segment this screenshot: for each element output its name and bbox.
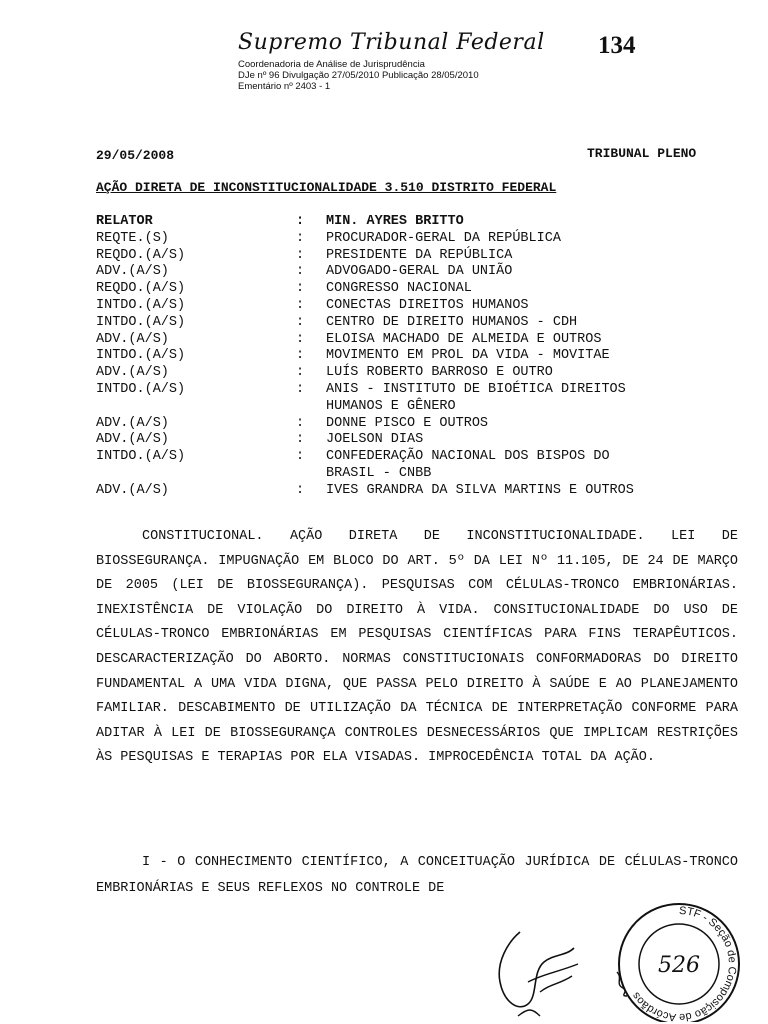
party-name: ADVOGADO-GERAL DA UNIÃO <box>326 264 513 280</box>
party-row <box>96 281 736 298</box>
court-name: Supremo Tribunal Federal <box>238 30 545 55</box>
header-line-coordenadoria: Coordenadoria de Análise de Jurisprudência <box>238 59 425 70</box>
party-role: INTDO.(A/S) <box>96 314 186 330</box>
seal-stamp <box>612 900 746 1022</box>
party-colon: : <box>296 264 305 280</box>
page-number: 134 <box>598 32 636 59</box>
party-colon: : <box>296 331 305 347</box>
party-row <box>96 449 736 483</box>
party-role: ADV.(A/S) <box>96 482 169 498</box>
party-name: DONNE PISCO E OUTROS <box>326 415 489 431</box>
party-row <box>96 382 736 416</box>
party-colon: : <box>296 415 305 431</box>
party-colon: : <box>296 281 305 297</box>
parties-list <box>96 214 736 500</box>
party-colon: : <box>296 214 305 229</box>
party-role: INTDO.(A/S) <box>96 449 186 465</box>
party-role: INTDO.(A/S) <box>96 381 186 397</box>
case-title: AÇÃO DIRETA DE INCONSTITUCIONALIDADE 3.510 DISTRITO FEDERAL <box>96 180 557 195</box>
party-colon: : <box>296 381 305 397</box>
party-colon: : <box>296 365 305 381</box>
party-row <box>96 214 736 231</box>
party-name: ANIS - INSTITUTO DE BIOÉTICA DIREITOS HUMANOS E GÊNERO <box>326 381 626 414</box>
party-row <box>96 315 736 332</box>
party-colon: : <box>296 297 305 313</box>
party-role: ADV.(A/S) <box>96 331 169 347</box>
party-name: LUÍS ROBERTO BARROSO E OUTRO <box>326 365 553 381</box>
party-row <box>96 416 736 433</box>
party-name: PRESIDENTE DA REPÚBLICA <box>326 247 513 263</box>
party-name: MIN. AYRES BRITTO <box>326 214 464 229</box>
party-name: PROCURADOR-GERAL DA REPÚBLICA <box>326 230 561 246</box>
judgment-date: 29/05/2008 <box>96 148 175 163</box>
party-colon: : <box>296 230 305 246</box>
party-role: REQDO.(A/S) <box>96 281 186 297</box>
stamp-number: 526 <box>658 953 700 978</box>
party-role: ADV.(A/S) <box>96 415 169 431</box>
party-role: REQDO.(A/S) <box>96 247 186 263</box>
ementa-paragraph: CONSTITUCIONAL. AÇÃO DIRETA DE INCONSTITUCIONALIDADE. LEI DE BIOSSEGURANÇA. IMPUGNAÇÃO EM BLOCO DO ART. 5º DA LEI Nº 11.105, DE 24 DE MARÇO DE 2005 (LEI DE BIOSSEGURANÇA). PESQUISAS COM CÉLULAS-TRONCO EMBRIONÁRIAS. INEXISTÊNCIA DE VIOLAÇÃO DO DIREITO À VIDA. CONSITUCIONALIDADE DO USO DE CÉLULAS-TRONCO EMBRIONÁRIAS EM PESQUISAS CIENTÍFICAS PARA FINS TERAPÊUTICOS. DESCARACTERIZAÇÃO DO ABORTO. NORMAS CONSTITUCIONAIS CONFORMADORAS DO DIREITO FUNDAMENTAL A UMA VIDA DIGNA, QUE PASSA PELO DIREITO À SAÚDE E AO PLANEJAMENTO FAMILIAR. DESCABIMENTO DE UTILIZAÇÃO DA TÉCNICA DE INTERPRETAÇÃO CONFORME PARA ADITAR À LEI DE BIOSSEGURANÇA CONTROLES DESNECESSÁRIOS QUE IMPLICAM RESTRIÇÕES ÀS PESQUISAS E TERAPIAS POR ELA VISADAS. IMPROCEDÊNCIA TOTAL DA AÇÃO. <box>96 529 738 766</box>
party-role: ADV.(A/S) <box>96 432 169 448</box>
session-name: TRIBUNAL PLENO <box>587 146 697 161</box>
party-colon: : <box>296 432 305 448</box>
party-role: RELATOR <box>96 214 153 229</box>
party-name: ELOISA MACHADO DE ALMEIDA E OUTROS <box>326 331 602 347</box>
header-line-dje: DJe nº 96 Divulgação 27/05/2010 Publicação 28/05/2010 <box>238 70 479 81</box>
party-colon: : <box>296 482 305 498</box>
party-role: INTDO.(A/S) <box>96 297 186 313</box>
party-name: MOVIMENTO EM PROL DA VIDA - MOVITAE <box>326 348 610 364</box>
party-name: JOELSON DIAS <box>326 432 424 448</box>
party-role: REQTE.(S) <box>96 230 169 246</box>
party-colon: : <box>296 247 305 263</box>
party-row <box>96 231 736 248</box>
party-role: ADV.(A/S) <box>96 264 169 280</box>
handwritten-signature <box>488 912 598 1022</box>
party-colon: : <box>296 348 305 364</box>
party-row <box>96 365 736 382</box>
party-name: CONFEDERAÇÃO NACIONAL DOS BISPOS DO BRASIL - CNBB <box>326 449 610 481</box>
header-line-ementario: Ementário nº 2403 - 1 <box>238 81 331 92</box>
party-role: INTDO.(A/S) <box>96 348 186 364</box>
party-row <box>96 298 736 315</box>
paragraph-one: I - O CONHECIMENTO CIENTÍFICO, A CONCEITUAÇÃO JURÍDICA DE CÉLULAS-TRONCO EMBRIONÁRIAS E SEUS REFLEXOS NO CONTROLE DE <box>96 855 738 896</box>
party-name: CONECTAS DIREITOS HUMANOS <box>326 297 529 313</box>
party-name: CONGRESSO NACIONAL <box>326 281 472 297</box>
party-name: IVES GRANDRA DA SILVA MARTINS E OUTROS <box>326 482 634 498</box>
margin-initials <box>613 968 633 998</box>
stamp-ring-text: STF - Seção de Composição de Acórdãos <box>629 904 739 1022</box>
party-row <box>96 264 736 281</box>
party-colon: : <box>296 314 305 330</box>
party-row <box>96 483 736 500</box>
party-row <box>96 432 736 449</box>
party-name: CENTRO DE DIREITO HUMANOS - CDH <box>326 314 578 330</box>
party-row <box>96 248 736 265</box>
party-row <box>96 348 736 365</box>
party-colon: : <box>296 449 305 465</box>
party-role: ADV.(A/S) <box>96 365 169 381</box>
publication-info <box>238 59 479 92</box>
party-row <box>96 332 736 349</box>
